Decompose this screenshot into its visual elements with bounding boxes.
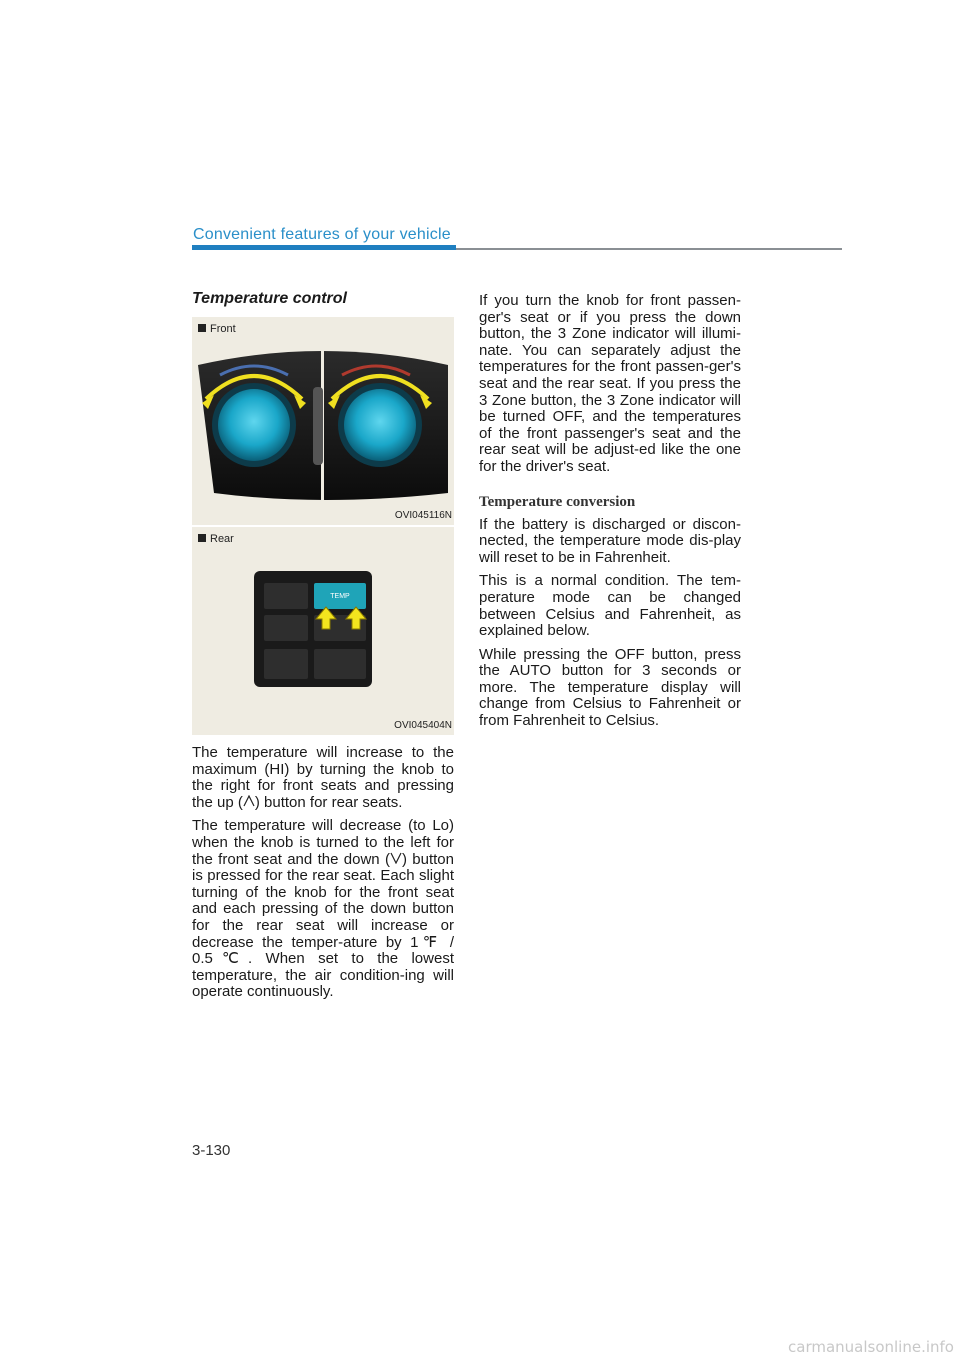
paragraph-3zone: If you turn the knob for front passen-ger's seat or if you press the down button, the 3 Zone indicator will illumi-nate. You can separately adjust the temperatures for the front passen-ger's seat and the rear seat. If you press the 3 Zone button, the 3 Zone indicator will be turned OFF, and the temperatures of the front passenger's seat and the rear seat will be adjust-ed like the one for the driver's seat.: [479, 292, 741, 475]
page-number: 3-130: [192, 1142, 231, 1159]
figure-code-front: OVI045116N: [394, 510, 452, 521]
rear-panel-illustration: [192, 527, 454, 735]
square-bullet-icon: [198, 534, 206, 542]
figure-rear: [192, 527, 454, 735]
figure-label-front: Front: [198, 323, 236, 335]
watermark: carmanualsonline.info: [788, 1338, 954, 1356]
figure-label-rear: Rear: [198, 533, 234, 545]
paragraph-battery: If the battery is discharged or discon-nected, the temperature mode dis-play will reset to be in Fahrenheit.: [479, 515, 741, 566]
right-column: [479, 293, 741, 737]
section-title: Temperature control: [192, 290, 347, 307]
header-rule: [456, 248, 842, 250]
header-title: Convenient features of your vehicle: [193, 226, 451, 243]
figure-code-rear: OVI045404N: [394, 720, 452, 731]
front-panel-illustration: [192, 317, 454, 525]
paragraph-procedure: While pressing the OFF button, press the AUTO button for 3 seconds or more. The temperature display will change from Celsius to Fahrenheit or from Fahrenheit to Celsius.: [479, 645, 741, 730]
page-header: [192, 224, 842, 254]
paragraph-normal: This is a normal condition. The tem-perature mode can be changed between Celsius and Fahrenheit, as explained below.: [479, 572, 741, 640]
chevron-up-icon: [243, 795, 255, 807]
left-column: [192, 290, 454, 1008]
subsection-title: Temperature conversion: [479, 493, 636, 510]
header-rule-accent: [192, 245, 456, 250]
figure-front: [192, 317, 454, 525]
paragraph-decrease: The temperature will decrease (to Lo) when the knob is turned to the left for the front seat and the down ( ) button is pressed for the rear seat. Each slight turning of the knob for the front seat and each pressing of the down button for the rear seat will increase or decrease the temper-ature by 1℉ / 0.5℃. When set to the lowest temperature, the air condition-ing will operate continuously.: [192, 817, 454, 1001]
paragraph-increase: The temperature will increase to the maximum (HI) by turning the knob to the right for front seats and pressing the up ( ) button for rear seats.: [192, 744, 454, 811]
temp-button-label: TEMP: [330, 593, 350, 600]
chevron-down-icon: [390, 852, 402, 864]
square-bullet-icon: [198, 324, 206, 332]
